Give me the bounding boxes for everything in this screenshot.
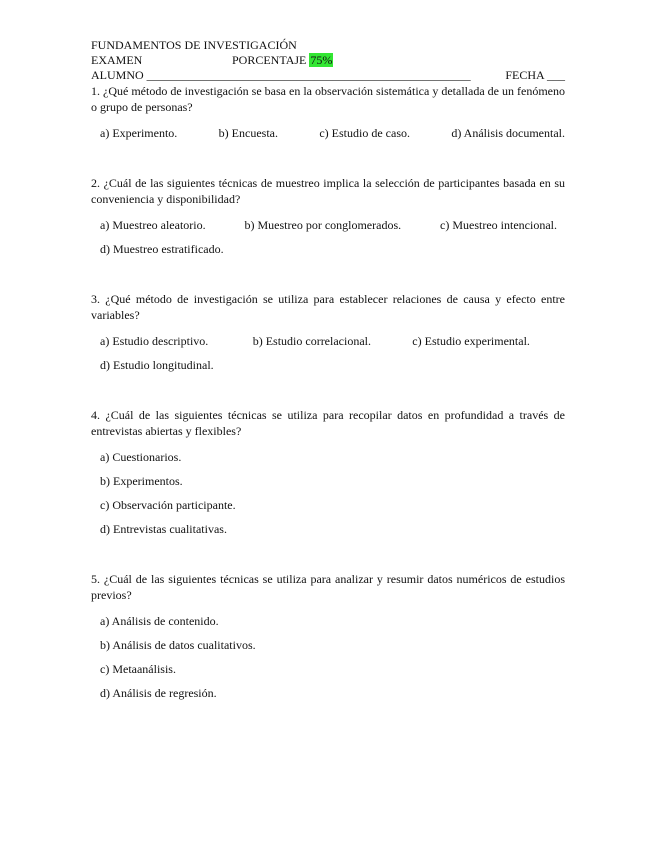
course-title: FUNDAMENTOS DE INVESTIGACIÓN xyxy=(91,38,297,52)
option-a[interactable]: a) Experimento. xyxy=(100,126,178,140)
percentage-field xyxy=(232,53,333,68)
option-c[interactable]: c) Metaanálisis. xyxy=(100,662,176,676)
option-d[interactable]: d) Análisis de regresión. xyxy=(100,686,217,700)
option-a[interactable]: a) Estudio descriptivo. xyxy=(100,334,209,348)
question-text: 2. ¿Cuál de las siguientes técnicas de muestreo implica la selección de participantes basada en su conveniencia y disponibilidad? xyxy=(91,176,565,206)
option-a[interactable]: a) Muestreo aleatorio. xyxy=(100,218,206,232)
student-row xyxy=(91,68,565,83)
question-5 xyxy=(91,571,565,701)
question-1 xyxy=(91,83,565,141)
option-d[interactable]: d) Análisis documental. xyxy=(451,126,565,140)
percentage-label: PORCENTAJE xyxy=(232,53,307,67)
exam-header-row xyxy=(91,53,565,68)
option-c[interactable]: c) Observación participante. xyxy=(100,498,236,512)
option-c[interactable]: c) Estudio experimental. xyxy=(412,334,530,348)
option-a[interactable]: a) Análisis de contenido. xyxy=(100,614,219,628)
option-d[interactable]: d) Entrevistas cualitativas. xyxy=(100,522,227,536)
option-a[interactable]: a) Cuestionarios. xyxy=(100,450,182,464)
option-c[interactable]: c) Estudio de caso. xyxy=(319,126,410,140)
question-text: 4. ¿Cuál de las siguientes técnicas se utiliza para recopilar datos en profundidad a través de entrevistas abiertas y flexibles? xyxy=(91,408,565,438)
options-row xyxy=(91,125,565,141)
option-b[interactable]: b) Encuesta. xyxy=(218,126,278,140)
option-d[interactable]: d) Estudio longitudinal. xyxy=(100,358,214,372)
question-text: 5. ¿Cuál de las siguientes técnicas se utiliza para analizar y resumir datos numéricos de estudios previos? xyxy=(91,572,565,602)
option-d[interactable]: d) Muestreo estratificado. xyxy=(100,242,224,256)
question-4 xyxy=(91,407,565,537)
option-b[interactable]: b) Análisis de datos cualitativos. xyxy=(100,638,256,652)
percentage-value: 75% xyxy=(310,53,333,67)
question-text: 3. ¿Qué método de investigación se utiliza para establecer relaciones de causa y efecto entre variables? xyxy=(91,292,565,322)
option-b[interactable]: b) Estudio correlacional. xyxy=(252,334,371,348)
question-2 xyxy=(91,175,565,257)
option-b[interactable]: b) Muestreo por conglomerados. xyxy=(244,218,402,232)
options-row xyxy=(91,217,565,233)
exam-sheet xyxy=(91,38,565,701)
question-3 xyxy=(91,291,565,373)
exam-label: EXAMEN xyxy=(91,53,143,67)
question-text: 1. ¿Qué método de investigación se basa en la observación sistemática y detallada de un fenómeno o grupo de personas? xyxy=(91,84,565,114)
option-b[interactable]: b) Experimentos. xyxy=(100,474,183,488)
options-row xyxy=(91,333,565,349)
option-c[interactable]: c) Muestreo intencional. xyxy=(440,218,557,232)
date-label: FECHA ___ xyxy=(505,68,565,82)
student-label: ALUMNO ______________________________________________________ xyxy=(91,68,471,82)
